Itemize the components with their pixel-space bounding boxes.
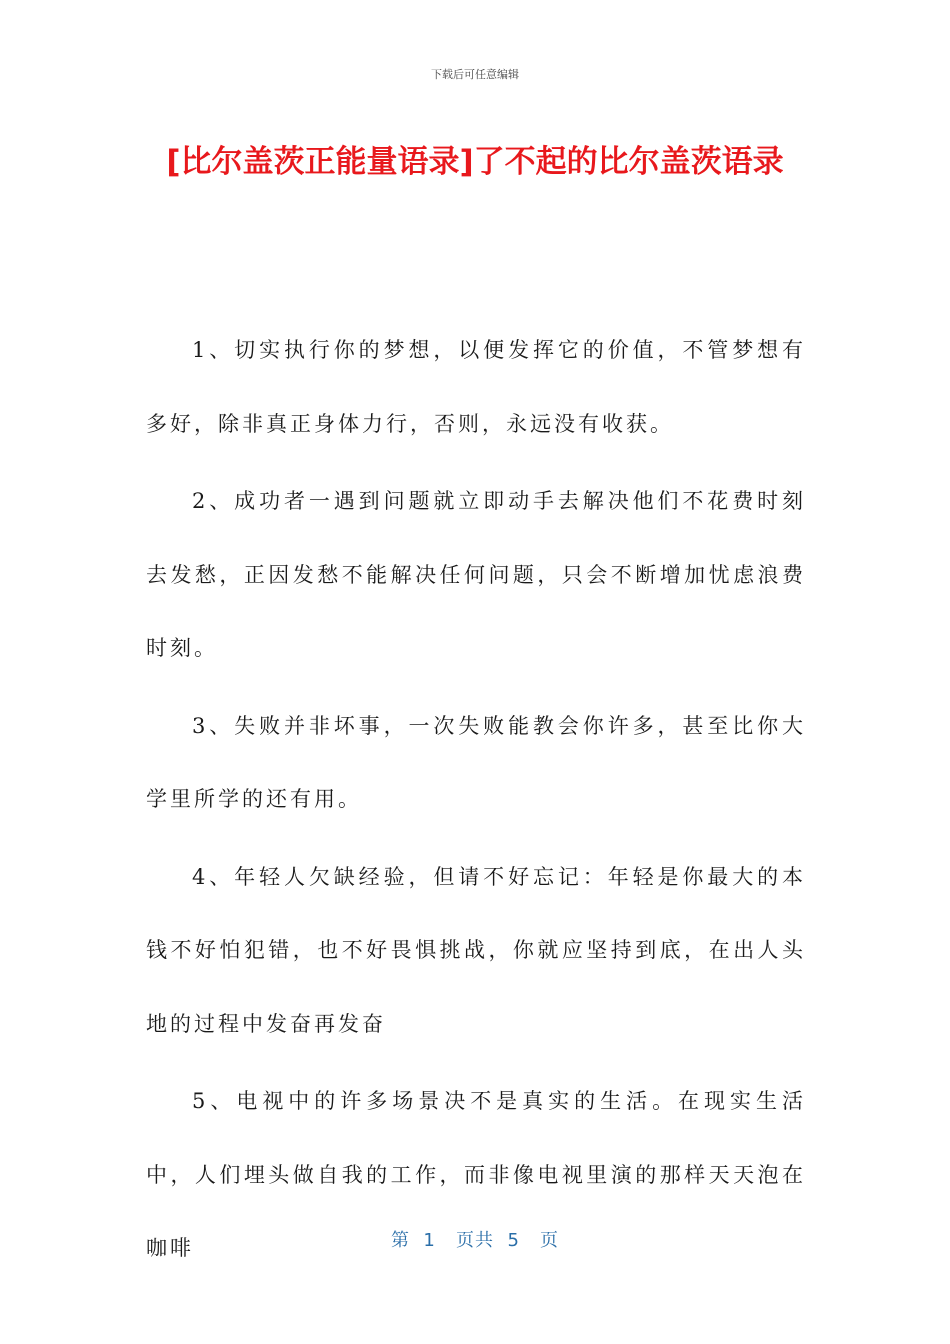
page-number-footer: 第 1 页共 5 页 <box>390 1230 560 1251</box>
paragraph: 2、成功者一遇到问题就立即动手去解决他们不花费时刻去发愁，正因发愁不能解决任何问题，只会不断增加忧虑浪费时刻。 <box>146 489 806 660</box>
page-header-note: 下载后可任意编辑 <box>431 68 519 81</box>
document-title: [比尔盖茨正能量语录]了不起的比尔盖茨语录 <box>166 144 784 180</box>
paragraph: 3、失败并非坏事，一次失败能教会你许多，甚至比你大学里所学的还有用。 <box>146 713 806 811</box>
document-body <box>146 314 806 1290</box>
paragraph: 1、切实执行你的梦想，以便发挥它的价值，不管梦想有多好，除非真正身体力行，否则，永远没有收获。 <box>146 338 806 436</box>
paragraph: 4、年轻人欠缺经验，但请不好忘记：年轻是你最大的本钱不好怕犯错，也不好畏惧挑战，你就应坚持到底，在出人头地的过程中发奋再发奋 <box>146 864 806 1036</box>
paragraph: 5、电视中的许多场景决不是真实的生活。在现实生活中，人们埋头做自我的工作，而非像电视里演的那样天天泡在咖啡 <box>146 1089 806 1260</box>
